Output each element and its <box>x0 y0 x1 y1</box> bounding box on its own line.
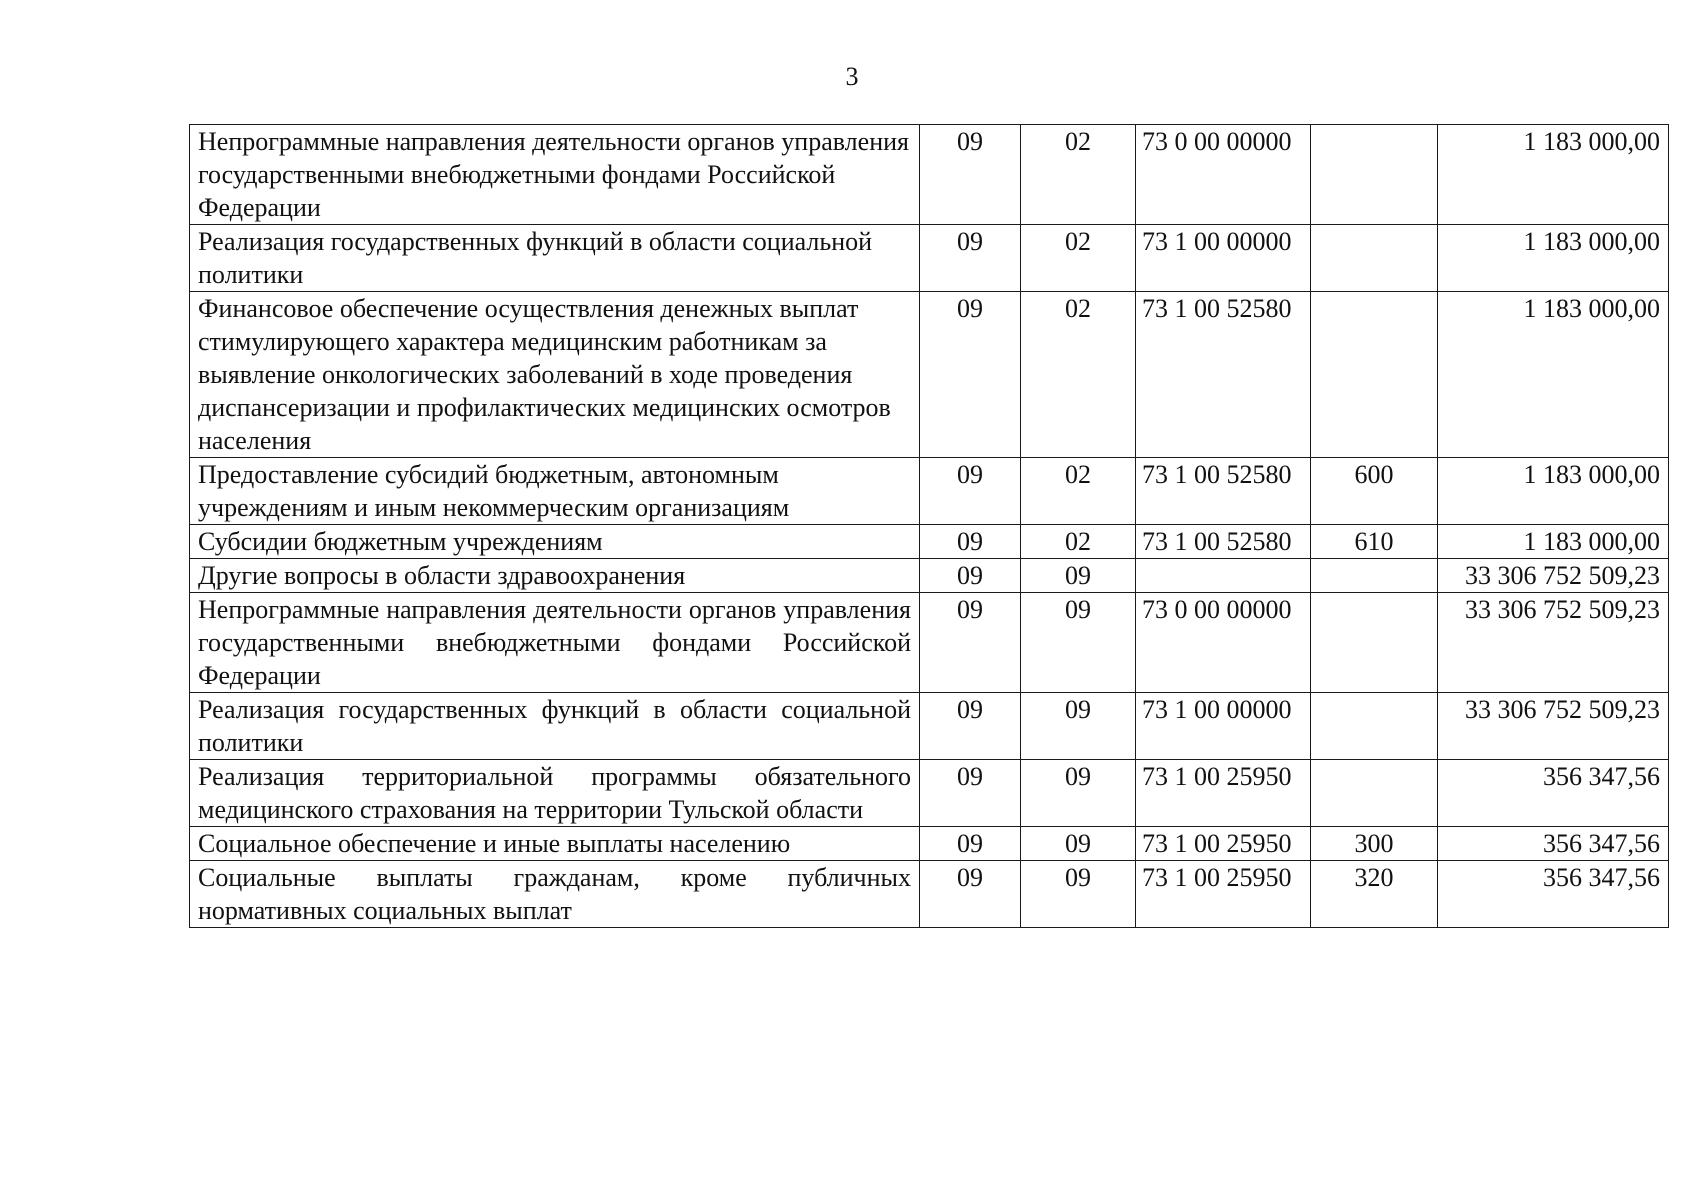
row-subsection-cell: 02 <box>1021 292 1136 458</box>
row-amount-cell: 356 347,56 <box>1438 760 1669 827</box>
row-target-article-cell: 73 0 00 00000 <box>1136 125 1311 225</box>
table-row <box>190 125 1669 225</box>
row-section-cell: 09 <box>920 861 1021 928</box>
row-subsection-cell: 02 <box>1021 225 1136 292</box>
budget-table <box>189 124 1669 928</box>
row-section-cell: 09 <box>920 827 1021 861</box>
row-target-article-cell: 73 1 00 52580 <box>1136 458 1311 525</box>
row-subsection-cell: 09 <box>1021 760 1136 827</box>
row-subsection-cell: 09 <box>1021 861 1136 928</box>
table-row <box>190 225 1669 292</box>
row-expense-type-cell <box>1311 559 1438 593</box>
row-name-cell: Финансовое обеспечение осуществления денежных выплат стимулирующего характера медицинским работникам за выявление онкологических заболеваний в ходе проведения диспансеризации и профилактических медицинских осмотров населения <box>190 292 920 458</box>
row-section-cell: 09 <box>920 559 1021 593</box>
row-subsection-cell: 02 <box>1021 525 1136 559</box>
row-section-cell: 09 <box>920 125 1021 225</box>
row-target-article-cell <box>1136 559 1311 593</box>
row-name-cell: Непрограммные направления деятельности органов управления государственными внебюджетными фондами Российской Федерации <box>190 593 920 693</box>
row-name-cell: Реализация территориальной программы обязательного медицинского страхования на территории Тульской области <box>190 760 920 827</box>
table-row <box>190 760 1669 827</box>
row-target-article-cell: 73 1 00 00000 <box>1136 693 1311 760</box>
row-amount-cell: 33 306 752 509,23 <box>1438 559 1669 593</box>
row-target-article-cell: 73 0 00 00000 <box>1136 593 1311 693</box>
row-expense-type-cell: 320 <box>1311 861 1438 928</box>
row-amount-cell: 1 183 000,00 <box>1438 525 1669 559</box>
row-expense-type-cell: 610 <box>1311 525 1438 559</box>
row-amount-cell: 1 183 000,00 <box>1438 125 1669 225</box>
row-amount-cell: 1 183 000,00 <box>1438 292 1669 458</box>
row-subsection-cell: 09 <box>1021 593 1136 693</box>
row-amount-cell: 356 347,56 <box>1438 827 1669 861</box>
row-target-article-cell: 73 1 00 52580 <box>1136 292 1311 458</box>
table-row <box>190 292 1669 458</box>
row-name-cell: Социальное обеспечение и иные выплаты населению <box>190 827 920 861</box>
row-expense-type-cell <box>1311 693 1438 760</box>
table-row <box>190 525 1669 559</box>
row-expense-type-cell <box>1311 593 1438 693</box>
row-subsection-cell: 02 <box>1021 458 1136 525</box>
row-section-cell: 09 <box>920 292 1021 458</box>
row-target-article-cell: 73 1 00 52580 <box>1136 525 1311 559</box>
row-subsection-cell: 09 <box>1021 827 1136 861</box>
row-amount-cell: 1 183 000,00 <box>1438 225 1669 292</box>
row-section-cell: 09 <box>920 760 1021 827</box>
row-name-cell: Другие вопросы в области здравоохранения <box>190 559 920 593</box>
row-name-cell: Реализация государственных функций в области социальной политики <box>190 693 920 760</box>
row-expense-type-cell <box>1311 225 1438 292</box>
row-amount-cell: 33 306 752 509,23 <box>1438 693 1669 760</box>
row-section-cell: 09 <box>920 525 1021 559</box>
table-row <box>190 827 1669 861</box>
row-subsection-cell: 09 <box>1021 693 1136 760</box>
table-row <box>190 593 1669 693</box>
row-expense-type-cell <box>1311 292 1438 458</box>
row-expense-type-cell: 600 <box>1311 458 1438 525</box>
row-subsection-cell: 02 <box>1021 125 1136 225</box>
row-target-article-cell: 73 1 00 00000 <box>1136 225 1311 292</box>
page-number: 3 <box>845 62 859 91</box>
table-row <box>190 861 1669 928</box>
row-expense-type-cell: 300 <box>1311 827 1438 861</box>
row-name-cell: Реализация государственных функций в области социальной политики <box>190 225 920 292</box>
row-target-article-cell: 73 1 00 25950 <box>1136 861 1311 928</box>
row-expense-type-cell <box>1311 760 1438 827</box>
row-section-cell: 09 <box>920 693 1021 760</box>
table-row <box>190 693 1669 760</box>
table-row <box>190 458 1669 525</box>
row-amount-cell: 1 183 000,00 <box>1438 458 1669 525</box>
row-section-cell: 09 <box>920 458 1021 525</box>
row-amount-cell: 33 306 752 509,23 <box>1438 593 1669 693</box>
row-expense-type-cell <box>1311 125 1438 225</box>
row-name-cell: Социальные выплаты гражданам, кроме публичных нормативных социальных выплат <box>190 861 920 928</box>
row-amount-cell: 356 347,56 <box>1438 861 1669 928</box>
table-body <box>190 125 1669 928</box>
row-subsection-cell: 09 <box>1021 559 1136 593</box>
row-target-article-cell: 73 1 00 25950 <box>1136 760 1311 827</box>
row-target-article-cell: 73 1 00 25950 <box>1136 827 1311 861</box>
row-section-cell: 09 <box>920 225 1021 292</box>
row-name-cell: Субсидии бюджетным учреждениям <box>190 525 920 559</box>
row-name-cell: Предоставление субсидий бюджетным, автономным учреждениям и иным некоммерческим организациям <box>190 458 920 525</box>
row-name-cell: Непрограммные направления деятельности органов управления государственными внебюджетными фондами Российской Федерации <box>190 125 920 225</box>
table-row <box>190 559 1669 593</box>
row-section-cell: 09 <box>920 593 1021 693</box>
